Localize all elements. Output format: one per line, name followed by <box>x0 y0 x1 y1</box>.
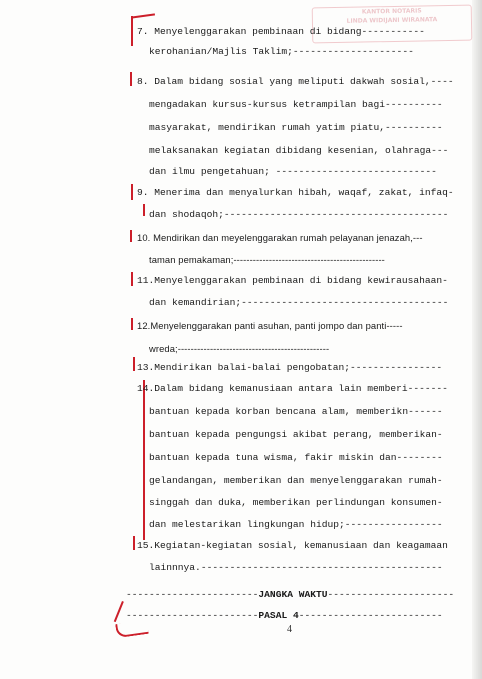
item-text: bantuan kepada pengungsi akibat perang, memberikan- <box>149 429 443 440</box>
red-margin-mark <box>133 357 135 371</box>
red-margin-mark <box>143 380 145 540</box>
item-text: gelandangan, memberikan dan menyelenggarakan rumah- <box>149 475 443 486</box>
item-text: dan melestarikan lingkungan hidup;----------------- <box>149 519 443 530</box>
section-heading-pasal-4: -----------------------PASAL 4------------------------- <box>126 610 443 621</box>
item-number: 15.Kegiatan-kegiatan sosial, kemanusiaan dan keagamaan <box>137 540 448 551</box>
red-margin-mark <box>131 184 133 200</box>
stamp-line: KANTOR NOTARIS <box>361 7 422 16</box>
item-number: 10. Mendirikan dan meyelenggarakan rumah pelayanan jenazah,--- <box>137 232 423 243</box>
item-text: dan shodaqoh;--------------------------------------- <box>149 209 449 220</box>
red-margin-mark <box>133 536 135 550</box>
item-text: bantuan kepada tuna wisma, fakir miskin dan-------- <box>149 452 443 463</box>
item-text: bantuan kepada korban bencana alam, memberikn------ <box>149 406 443 417</box>
red-margin-mark <box>143 204 145 216</box>
red-margin-mark <box>114 601 124 622</box>
item-number: 12.Menyelenggarakan panti asuhan, panti jompo dan panti----- <box>137 320 403 331</box>
red-margin-mark <box>131 318 133 330</box>
item-number: 9. Menerima dan menyalurkan hibah, waqaf, zakat, infaq- <box>137 187 454 198</box>
item-text: kerohanian/Majlis Taklim;--------------------- <box>149 46 414 57</box>
item-number: 13.Mendirikan balai-balai pengobatan;---------------- <box>137 362 443 373</box>
item-text: mengadakan kursus-kursus ketrampilan bagi---------- <box>149 99 443 110</box>
item-text: lainnnya.------------------------------------------ <box>149 562 443 573</box>
red-margin-mark <box>131 272 133 286</box>
red-margin-mark <box>130 230 132 242</box>
item-number: 8. Dalam bidang sosial yang meliputi dakwah sosial,---- <box>137 76 454 87</box>
item-number: 7. Menyelenggarakan pembinaan di bidang----------- <box>137 26 425 37</box>
red-margin-mark <box>115 620 149 638</box>
page-number: 4 <box>287 624 292 635</box>
item-text: masyarakat, mendirikan rumah yatim piatu,---------- <box>149 122 443 133</box>
item-text: taman pemakaman;----------------------------------------------- <box>149 254 385 265</box>
item-text: wreda;----------------------------------------------- <box>149 343 330 354</box>
red-margin-mark <box>131 16 133 46</box>
item-number: 14.Dalam bidang kemanusiaan antara lain memberi------- <box>137 383 448 394</box>
item-number: 11.Menyelenggarakan pembinaan di bidang kewirausahaan- <box>137 275 448 286</box>
red-margin-mark <box>131 13 155 18</box>
section-heading-jangka-waktu: -----------------------JANGKA WAKTU---------------------- <box>126 589 455 600</box>
item-text: dan ilmu pengetahuan; ---------------------------- <box>149 166 437 177</box>
item-text: dan kemandirian;------------------------------------ <box>149 297 449 308</box>
stamp-line: LINDA WIDIJANI WIRANATA <box>346 16 438 25</box>
red-margin-mark <box>130 72 132 86</box>
item-text: singgah dan duka, memberikan perlindungan konsumen- <box>149 497 443 508</box>
item-text: melaksanakan kegiatan dibidang kesenian, olahraga--- <box>149 145 449 156</box>
page-edge-shadow <box>472 0 482 679</box>
